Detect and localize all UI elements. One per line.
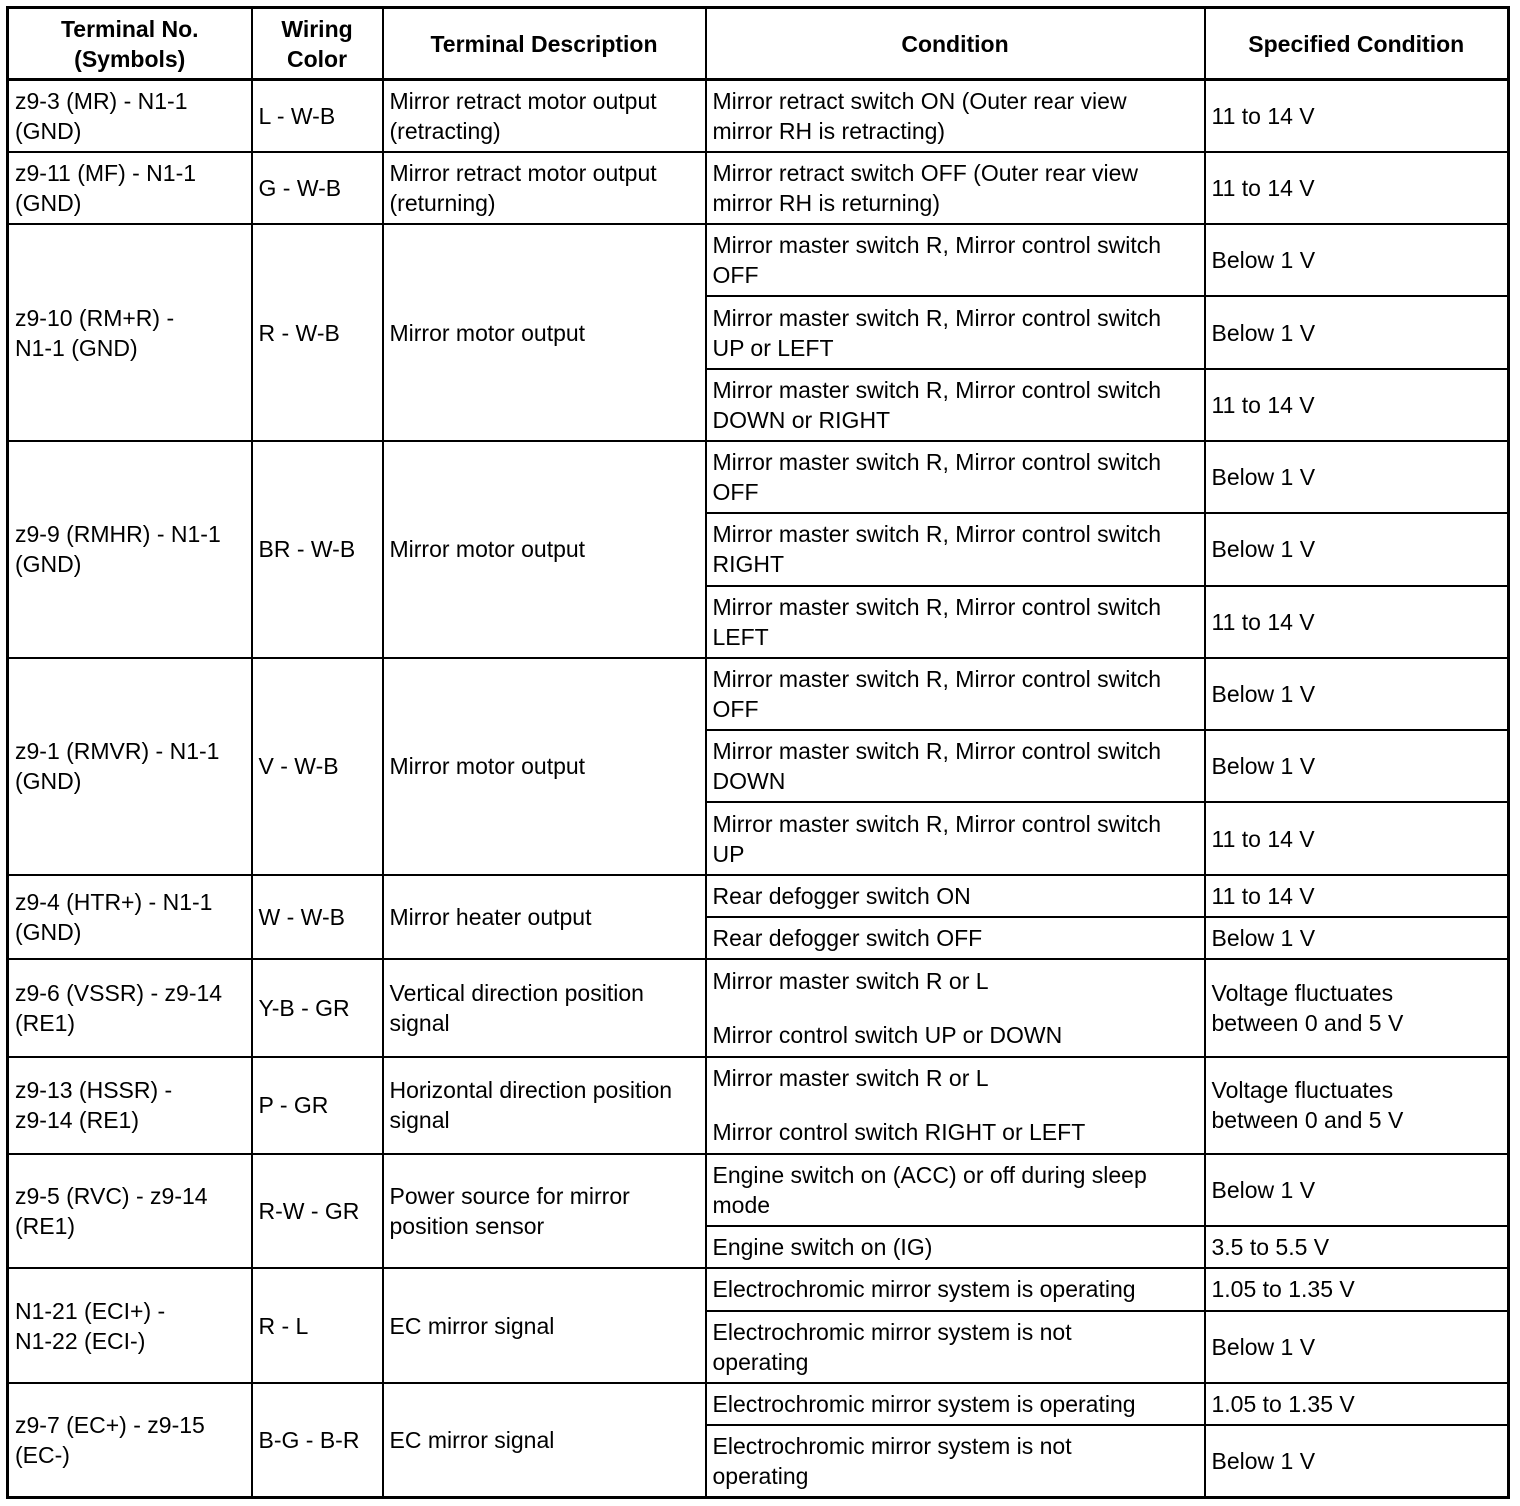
terminal-no-cell: z9-7 (EC+) - z9-15 (EC-) <box>8 1383 252 1498</box>
specified-condition-cell: Below 1 V <box>1205 441 1509 513</box>
table-body <box>8 80 1509 1498</box>
specified-condition-cell: Below 1 V <box>1205 1311 1509 1383</box>
condition-cell: Engine switch on (ACC) or off during sleep mode <box>706 1154 1205 1226</box>
condition-line: Mirror control switch UP or DOWN <box>712 1021 1063 1048</box>
condition-cell: Electrochromic mirror system is not operating <box>706 1425 1205 1497</box>
header-terminal-description: Terminal Description <box>383 8 706 80</box>
specified-condition-cell: Below 1 V <box>1205 1425 1509 1497</box>
condition-cell: Rear defogger switch OFF <box>706 917 1205 959</box>
specified-condition-cell: Below 1 V <box>1205 730 1509 802</box>
condition-cell: Rear defogger switch ON <box>706 875 1205 917</box>
terminal-spec-table <box>6 6 1510 1499</box>
wiring-color-cell: V - W-B <box>252 658 383 875</box>
terminal-no-cell: z9-10 (RM+R) - N1-1 (GND) <box>8 224 252 441</box>
condition-cell: Mirror master switch R, Mirror control switch UP or LEFT <box>706 296 1205 368</box>
header-row <box>8 8 1509 80</box>
table-row <box>8 1154 1509 1226</box>
specified-condition-cell: Voltage fluctuates between 0 and 5 V <box>1205 959 1509 1056</box>
terminal-no-cell: z9-13 (HSSR) - z9-14 (RE1) <box>8 1057 252 1154</box>
table-row <box>8 1268 1509 1310</box>
specified-condition-cell: Below 1 V <box>1205 658 1509 730</box>
terminal-description-cell: Mirror retract motor output (retracting) <box>383 80 706 152</box>
condition-cell: Mirror master switch R, Mirror control switch RIGHT <box>706 513 1205 585</box>
condition-cell: Electrochromic mirror system is operating <box>706 1383 1205 1425</box>
condition-cell: Mirror master switch R, Mirror control switch LEFT <box>706 586 1205 658</box>
terminal-no-cell: z9-3 (MR) - N1-1 (GND) <box>8 80 252 152</box>
table-row <box>8 658 1509 730</box>
terminal-description-cell: Mirror motor output <box>383 658 706 875</box>
terminal-no-cell: z9-4 (HTR+) - N1-1 (GND) <box>8 875 252 959</box>
condition-cell: Mirror retract switch ON (Outer rear view mirror RH is retracting) <box>706 80 1205 152</box>
specified-condition-cell: 1.05 to 1.35 V <box>1205 1383 1509 1425</box>
table-row <box>8 224 1509 296</box>
terminal-description-cell: Power source for mirror position sensor <box>383 1154 706 1268</box>
wiring-color-cell: BR - W-B <box>252 441 383 658</box>
wiring-color-cell: P - GR <box>252 1057 383 1154</box>
condition-cell: Electrochromic mirror system is operating <box>706 1268 1205 1310</box>
condition-cell: Mirror master switch R, Mirror control switch OFF <box>706 441 1205 513</box>
table-row <box>8 80 1509 152</box>
condition-line: Mirror control switch RIGHT or LEFT <box>712 1119 1086 1146</box>
terminal-no-cell: z9-5 (RVC) - z9-14 (RE1) <box>8 1154 252 1268</box>
specified-condition-cell: Below 1 V <box>1205 224 1509 296</box>
specified-condition-cell: 3.5 to 5.5 V <box>1205 1226 1509 1268</box>
terminal-no-cell: z9-6 (VSSR) - z9-14 (RE1) <box>8 959 252 1056</box>
wiring-color-cell: R-W - GR <box>252 1154 383 1268</box>
condition-line: Mirror master switch R or L <box>712 967 989 994</box>
condition-cell: Mirror master switch R, Mirror control switch DOWN or RIGHT <box>706 369 1205 441</box>
specified-condition-cell: 11 to 14 V <box>1205 80 1509 152</box>
specified-condition-cell: Below 1 V <box>1205 917 1509 959</box>
specified-condition-cell: Below 1 V <box>1205 513 1509 585</box>
specified-condition-cell: 1.05 to 1.35 V <box>1205 1268 1509 1310</box>
terminal-no-cell: z9-9 (RMHR) - N1-1 (GND) <box>8 441 252 658</box>
condition-cell <box>706 959 1205 1056</box>
specified-condition-cell: 11 to 14 V <box>1205 152 1509 224</box>
wiring-color-cell: L - W-B <box>252 80 383 152</box>
specified-condition-cell: 11 to 14 V <box>1205 875 1509 917</box>
terminal-description-cell: Mirror motor output <box>383 224 706 441</box>
wiring-color-cell: G - W-B <box>252 152 383 224</box>
specified-condition-cell: Below 1 V <box>1205 1154 1509 1226</box>
header-wiring-color: Wiring Color <box>252 8 383 80</box>
specified-condition-cell: Voltage fluctuates between 0 and 5 V <box>1205 1057 1509 1154</box>
table-row <box>8 959 1509 1056</box>
terminal-description-cell: EC mirror signal <box>383 1268 706 1382</box>
terminal-description-cell: Horizontal direction position signal <box>383 1057 706 1154</box>
condition-cell: Mirror master switch R, Mirror control switch OFF <box>706 224 1205 296</box>
condition-cell: Mirror master switch R, Mirror control switch DOWN <box>706 730 1205 802</box>
table-row <box>8 1383 1509 1425</box>
wiring-color-cell: R - W-B <box>252 224 383 441</box>
header-terminal-no: Terminal No. (Symbols) <box>8 8 252 80</box>
terminal-no-cell: z9-1 (RMVR) - N1-1 (GND) <box>8 658 252 875</box>
specified-condition-cell: Below 1 V <box>1205 296 1509 368</box>
wiring-color-cell: W - W-B <box>252 875 383 959</box>
terminal-description-cell: Mirror motor output <box>383 441 706 658</box>
terminal-description-cell: Mirror retract motor output (returning) <box>383 152 706 224</box>
condition-line: Mirror master switch R or L <box>712 1065 989 1092</box>
terminal-description-cell: Vertical direction position signal <box>383 959 706 1056</box>
terminal-description-cell: EC mirror signal <box>383 1383 706 1498</box>
specified-condition-cell: 11 to 14 V <box>1205 586 1509 658</box>
table-row <box>8 152 1509 224</box>
header-condition: Condition <box>706 8 1205 80</box>
terminal-no-cell: z9-11 (MF) - N1-1 (GND) <box>8 152 252 224</box>
terminal-no-cell: N1-21 (ECI+) - N1-22 (ECI-) <box>8 1268 252 1382</box>
condition-cell: Engine switch on (IG) <box>706 1226 1205 1268</box>
table-row <box>8 441 1509 513</box>
header-specified-condition: Specified Condition <box>1205 8 1509 80</box>
table-header <box>8 8 1509 80</box>
condition-cell: Mirror master switch R, Mirror control switch OFF <box>706 658 1205 730</box>
condition-cell <box>706 1057 1205 1154</box>
wiring-color-cell: R - L <box>252 1268 383 1382</box>
wiring-color-cell: B-G - B-R <box>252 1383 383 1498</box>
condition-cell: Electrochromic mirror system is not operating <box>706 1311 1205 1383</box>
condition-cell: Mirror retract switch OFF (Outer rear view mirror RH is returning) <box>706 152 1205 224</box>
specified-condition-cell: 11 to 14 V <box>1205 369 1509 441</box>
terminal-description-cell: Mirror heater output <box>383 875 706 959</box>
condition-cell: Mirror master switch R, Mirror control switch UP <box>706 802 1205 874</box>
specified-condition-cell: 11 to 14 V <box>1205 802 1509 874</box>
table-row <box>8 875 1509 917</box>
wiring-color-cell: Y-B - GR <box>252 959 383 1056</box>
table-row <box>8 1057 1509 1154</box>
